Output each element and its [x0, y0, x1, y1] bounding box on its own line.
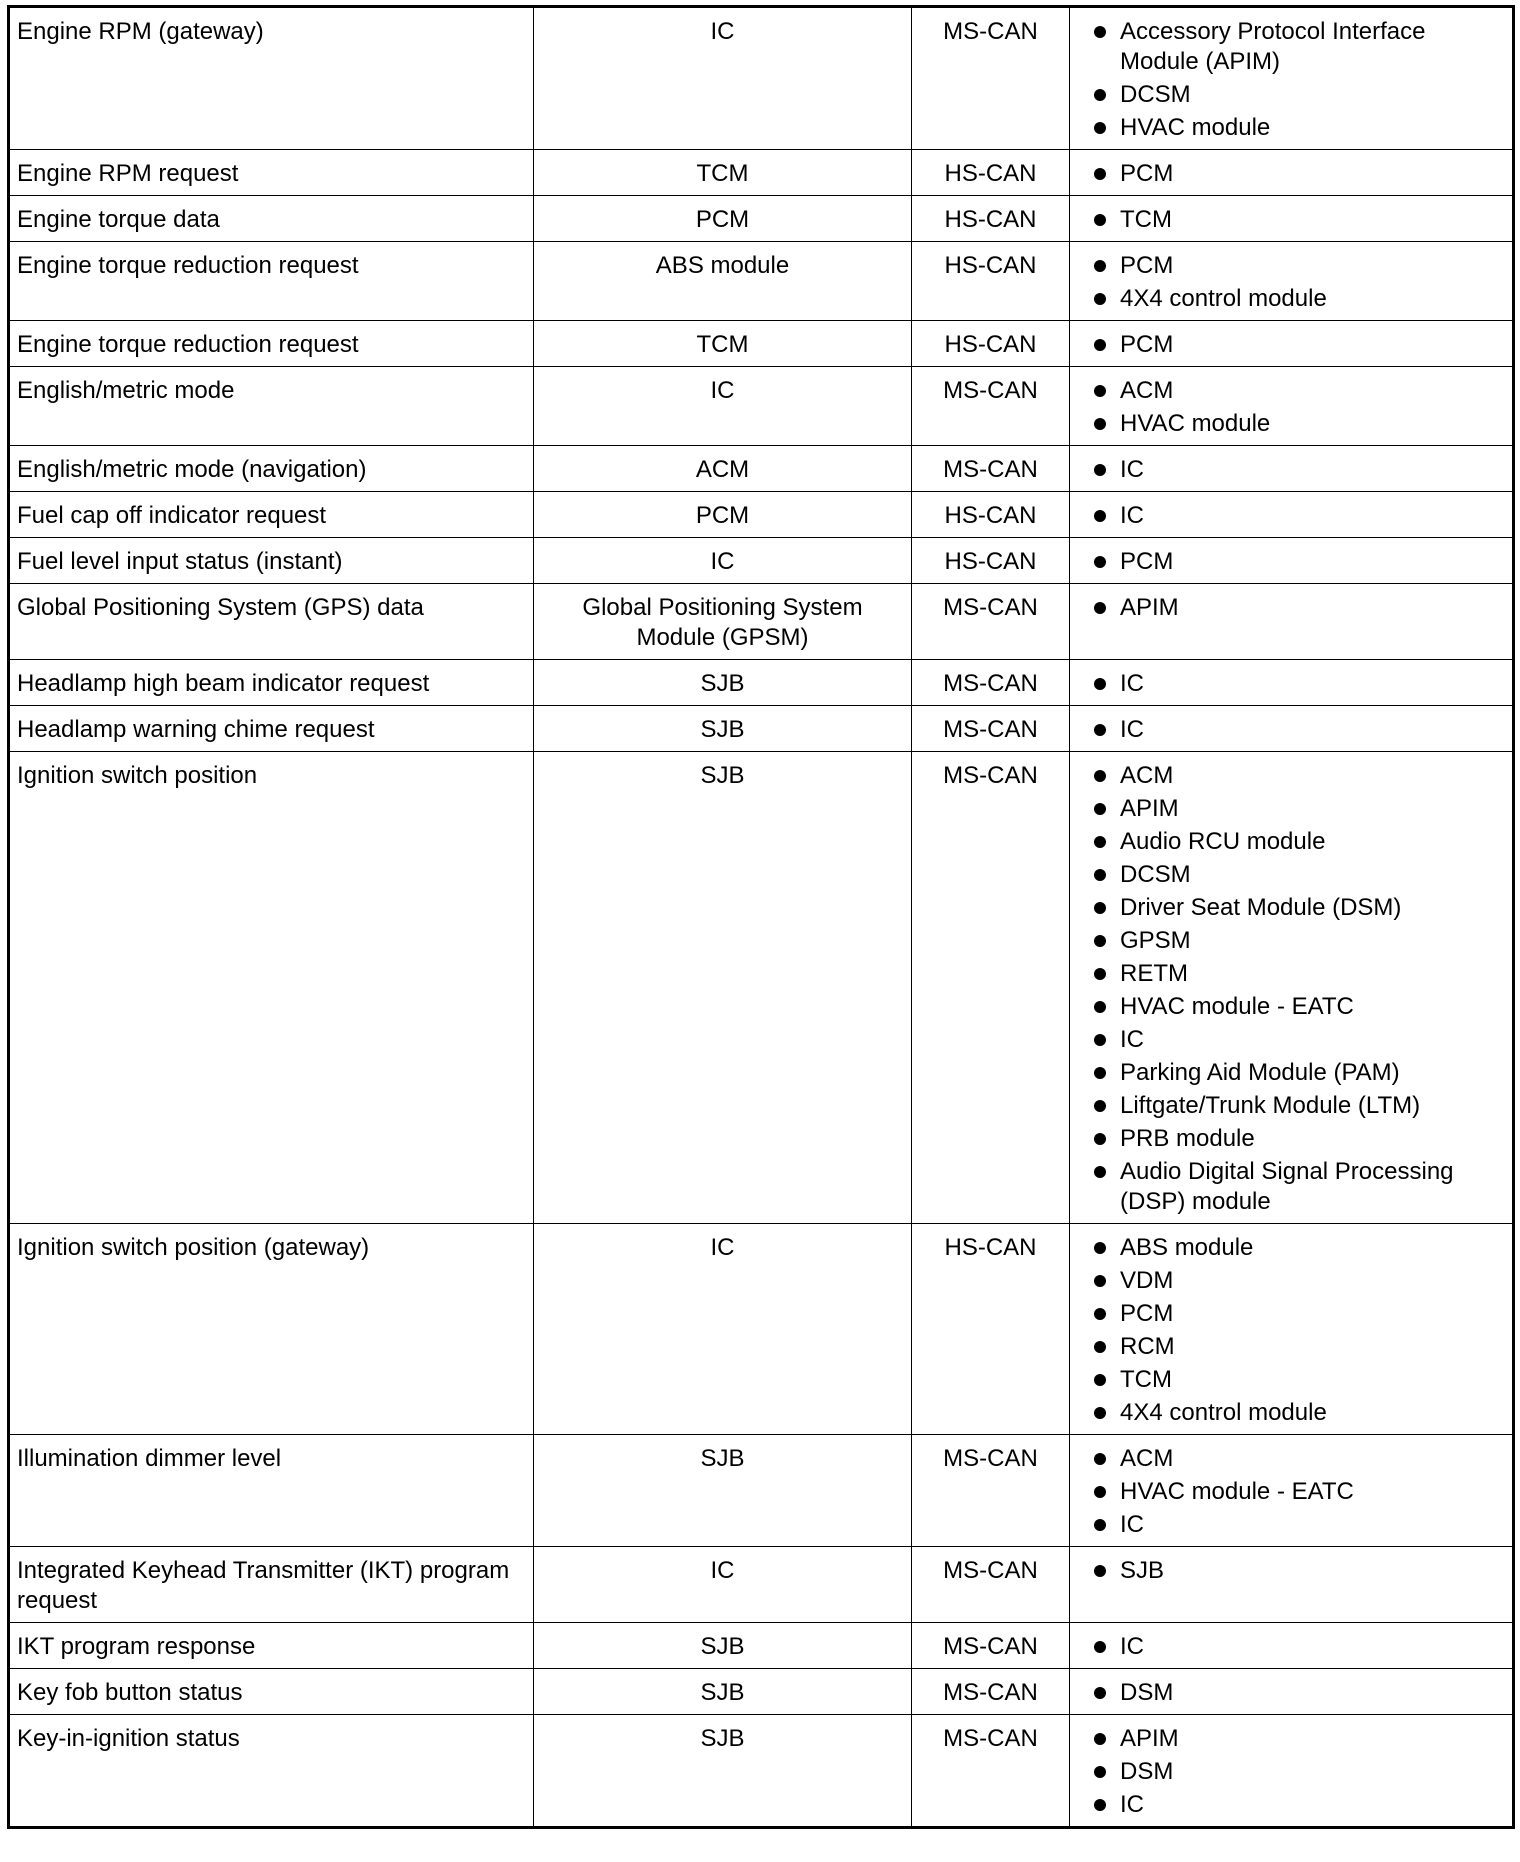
network-cell: MS-CAN [912, 446, 1070, 492]
receiver-list [1094, 376, 1504, 439]
receiver-label: APIM [1120, 1725, 1179, 1752]
list-item [1094, 1266, 1504, 1296]
receiver-label: SJB [1120, 1557, 1165, 1584]
bullet-icon [1094, 1641, 1106, 1653]
receiver-list [1094, 330, 1504, 360]
list-item [1094, 1365, 1504, 1395]
network-cell: MS-CAN [912, 1715, 1070, 1828]
bullet-icon [1094, 770, 1106, 782]
list-item [1094, 1124, 1504, 1154]
table-row [9, 242, 1514, 321]
source-module-cell: SJB [534, 1623, 912, 1669]
bullet-icon [1094, 836, 1106, 848]
bullet-icon [1094, 935, 1106, 947]
receiver-list [1094, 593, 1504, 623]
table-row [9, 752, 1514, 1224]
list-item [1094, 827, 1504, 857]
source-module-cell: SJB [534, 660, 912, 706]
table-row [9, 196, 1514, 242]
network-cell: MS-CAN [912, 584, 1070, 660]
list-item [1094, 1157, 1504, 1217]
network-cell: MS-CAN [912, 706, 1070, 752]
bullet-icon [1094, 902, 1106, 914]
network-cell: MS-CAN [912, 7, 1070, 150]
source-module-cell: Global Positioning System Module (GPSM) [534, 584, 912, 660]
source-module-cell: SJB [534, 752, 912, 1224]
receiver-modules-cell [1070, 1224, 1514, 1435]
bullet-icon [1094, 1453, 1106, 1465]
message-cell: Engine RPM (gateway) [9, 7, 534, 150]
bullet-icon [1094, 1341, 1106, 1353]
receiver-label: APIM [1120, 795, 1179, 822]
bullet-icon [1094, 556, 1106, 568]
message-cell: Headlamp warning chime request [9, 706, 534, 752]
receiver-label: PCM [1120, 548, 1174, 575]
receiver-modules-cell [1070, 1547, 1514, 1623]
message-cell: Global Positioning System (GPS) data [9, 584, 534, 660]
message-cell: Key fob button status [9, 1669, 534, 1715]
receiver-modules-cell [1070, 1623, 1514, 1669]
bullet-icon [1094, 1733, 1106, 1745]
receiver-label: Audio RCU module [1120, 828, 1326, 855]
receiver-label: HVAC module - EATC [1120, 1478, 1354, 1505]
receiver-list [1094, 17, 1504, 143]
table-row [9, 1224, 1514, 1435]
message-cell: Headlamp high beam indicator request [9, 660, 534, 706]
list-item [1094, 1058, 1504, 1088]
receiver-label: ABS module [1120, 1234, 1254, 1261]
list-item [1094, 205, 1504, 235]
receiver-modules-cell [1070, 752, 1514, 1224]
bullet-icon [1094, 260, 1106, 272]
receiver-list [1094, 761, 1504, 1217]
list-item [1094, 1632, 1504, 1662]
network-cell: MS-CAN [912, 1669, 1070, 1715]
receiver-label: Liftgate/Trunk Module (LTM) [1120, 1092, 1421, 1119]
message-cell: Ignition switch position [9, 752, 534, 1224]
bullet-icon [1094, 1100, 1106, 1112]
list-item [1094, 1678, 1504, 1708]
bullet-icon [1094, 214, 1106, 226]
network-cell: MS-CAN [912, 660, 1070, 706]
receiver-modules-cell [1070, 367, 1514, 446]
receiver-label: IC [1120, 1511, 1144, 1538]
list-item [1094, 593, 1504, 623]
receiver-label: PCM [1120, 1300, 1174, 1327]
table-row [9, 1669, 1514, 1715]
table-body [9, 7, 1514, 1828]
bullet-icon [1094, 1519, 1106, 1531]
bullet-icon [1094, 968, 1106, 980]
receiver-list [1094, 501, 1504, 531]
bullet-icon [1094, 1242, 1106, 1254]
message-cell: Integrated Keyhead Transmitter (IKT) program request [9, 1547, 534, 1623]
receiver-label: GPSM [1120, 927, 1191, 954]
table-row [9, 1623, 1514, 1669]
list-item [1094, 669, 1504, 699]
source-module-cell: TCM [534, 321, 912, 367]
list-item [1094, 159, 1504, 189]
list-item [1094, 284, 1504, 314]
bullet-icon [1094, 293, 1106, 305]
receiver-modules-cell [1070, 1669, 1514, 1715]
receiver-list [1094, 715, 1504, 745]
list-item [1094, 1757, 1504, 1787]
receiver-label: IC [1120, 670, 1144, 697]
list-item [1094, 1790, 1504, 1820]
receiver-modules-cell [1070, 7, 1514, 150]
bullet-icon [1094, 168, 1106, 180]
list-item [1094, 455, 1504, 485]
message-cell: Fuel level input status (instant) [9, 538, 534, 584]
receiver-label: DCSM [1120, 81, 1191, 108]
receiver-label: ACM [1120, 377, 1174, 404]
list-item [1094, 1724, 1504, 1754]
list-item [1094, 251, 1504, 281]
list-item [1094, 794, 1504, 824]
receiver-label: DCSM [1120, 861, 1191, 888]
receiver-label: HVAC module [1120, 114, 1271, 141]
receiver-list [1094, 1678, 1504, 1708]
bullet-icon [1094, 1407, 1106, 1419]
receiver-list [1094, 1444, 1504, 1540]
source-module-cell: SJB [534, 1435, 912, 1547]
bullet-icon [1094, 1687, 1106, 1699]
table-row [9, 446, 1514, 492]
receiver-label: APIM [1120, 594, 1179, 621]
source-module-cell: SJB [534, 1669, 912, 1715]
source-module-cell: IC [534, 7, 912, 150]
bullet-icon [1094, 26, 1106, 38]
receiver-modules-cell [1070, 321, 1514, 367]
list-item [1094, 715, 1504, 745]
receiver-list [1094, 669, 1504, 699]
receiver-label: HVAC module - EATC [1120, 993, 1354, 1020]
message-cell: Key-in-ignition status [9, 1715, 534, 1828]
bullet-icon [1094, 1308, 1106, 1320]
receiver-label: TCM [1120, 1366, 1172, 1393]
receiver-list [1094, 1233, 1504, 1428]
receiver-label: PCM [1120, 252, 1174, 279]
message-cell: Engine RPM request [9, 150, 534, 196]
network-cell: MS-CAN [912, 367, 1070, 446]
list-item [1094, 1091, 1504, 1121]
bullet-icon [1094, 1799, 1106, 1811]
bullet-icon [1094, 1565, 1106, 1577]
receiver-label: IC [1120, 456, 1144, 483]
list-item [1094, 376, 1504, 406]
message-cell: English/metric mode (navigation) [9, 446, 534, 492]
receiver-list [1094, 1632, 1504, 1662]
receiver-label: RETM [1120, 960, 1188, 987]
bullet-icon [1094, 1374, 1106, 1386]
receiver-label: 4X4 control module [1120, 285, 1327, 312]
bullet-icon [1094, 1486, 1106, 1498]
receiver-list [1094, 1556, 1504, 1586]
bullet-icon [1094, 1166, 1106, 1178]
list-item [1094, 761, 1504, 791]
receiver-modules-cell [1070, 196, 1514, 242]
list-item [1094, 1477, 1504, 1507]
receiver-modules-cell [1070, 1435, 1514, 1547]
source-module-cell: ACM [534, 446, 912, 492]
table-row [9, 321, 1514, 367]
bullet-icon [1094, 89, 1106, 101]
list-item [1094, 860, 1504, 890]
list-item [1094, 1025, 1504, 1055]
list-item [1094, 1233, 1504, 1263]
source-module-cell: TCM [534, 150, 912, 196]
bullet-icon [1094, 464, 1106, 476]
table-row [9, 584, 1514, 660]
receiver-label: IC [1120, 1791, 1144, 1818]
receiver-label: Accessory Protocol Interface Module (APIM) [1120, 18, 1426, 75]
receiver-modules-cell [1070, 584, 1514, 660]
source-module-cell: IC [534, 1547, 912, 1623]
list-item [1094, 501, 1504, 531]
message-cell: Engine torque reduction request [9, 321, 534, 367]
list-item [1094, 926, 1504, 956]
message-cell: Illumination dimmer level [9, 1435, 534, 1547]
receiver-modules-cell [1070, 538, 1514, 584]
bullet-icon [1094, 1034, 1106, 1046]
list-item [1094, 992, 1504, 1022]
receiver-label: Parking Aid Module (PAM) [1120, 1059, 1400, 1086]
message-cell: Engine torque reduction request [9, 242, 534, 321]
source-module-cell: SJB [534, 706, 912, 752]
receiver-label: HVAC module [1120, 410, 1271, 437]
receiver-modules-cell [1070, 492, 1514, 538]
network-message-table [7, 5, 1515, 1829]
receiver-label: TCM [1120, 206, 1172, 233]
bullet-icon [1094, 1766, 1106, 1778]
list-item [1094, 1444, 1504, 1474]
message-cell: IKT program response [9, 1623, 534, 1669]
receiver-modules-cell [1070, 150, 1514, 196]
source-module-cell: SJB [534, 1715, 912, 1828]
list-item [1094, 547, 1504, 577]
bullet-icon [1094, 418, 1106, 430]
list-item [1094, 1510, 1504, 1540]
network-cell: HS-CAN [912, 492, 1070, 538]
bullet-icon [1094, 1133, 1106, 1145]
message-cell: English/metric mode [9, 367, 534, 446]
bullet-icon [1094, 869, 1106, 881]
source-module-cell: PCM [534, 492, 912, 538]
bullet-icon [1094, 510, 1106, 522]
list-item [1094, 330, 1504, 360]
table-row [9, 150, 1514, 196]
bullet-icon [1094, 1067, 1106, 1079]
network-cell: HS-CAN [912, 150, 1070, 196]
receiver-label: ACM [1120, 1445, 1174, 1472]
receiver-label: DSM [1120, 1679, 1174, 1706]
receiver-modules-cell [1070, 242, 1514, 321]
receiver-label: Driver Seat Module (DSM) [1120, 894, 1402, 921]
network-cell: MS-CAN [912, 1435, 1070, 1547]
network-cell: MS-CAN [912, 1547, 1070, 1623]
receiver-label: PCM [1120, 160, 1174, 187]
message-cell: Engine torque data [9, 196, 534, 242]
receiver-label: Audio Digital Signal Processing (DSP) module [1120, 1158, 1454, 1215]
bullet-icon [1094, 724, 1106, 736]
receiver-list [1094, 205, 1504, 235]
list-item [1094, 113, 1504, 143]
receiver-list [1094, 159, 1504, 189]
receiver-list [1094, 1724, 1504, 1820]
network-cell: HS-CAN [912, 321, 1070, 367]
message-cell: Fuel cap off indicator request [9, 492, 534, 538]
table-row [9, 660, 1514, 706]
bullet-icon [1094, 803, 1106, 815]
receiver-list [1094, 455, 1504, 485]
receiver-list [1094, 251, 1504, 314]
receiver-modules-cell [1070, 446, 1514, 492]
receiver-label: IC [1120, 1633, 1144, 1660]
bullet-icon [1094, 1001, 1106, 1013]
network-cell: MS-CAN [912, 1623, 1070, 1669]
receiver-label: IC [1120, 502, 1144, 529]
list-item [1094, 17, 1504, 77]
receiver-label: DSM [1120, 1758, 1174, 1785]
source-module-cell: ABS module [534, 242, 912, 321]
receiver-label: PCM [1120, 331, 1174, 358]
list-item [1094, 80, 1504, 110]
receiver-label: PRB module [1120, 1125, 1255, 1152]
source-module-cell: PCM [534, 196, 912, 242]
network-cell: HS-CAN [912, 196, 1070, 242]
list-item [1094, 893, 1504, 923]
table-row [9, 492, 1514, 538]
bullet-icon [1094, 339, 1106, 351]
message-cell: Ignition switch position (gateway) [9, 1224, 534, 1435]
receiver-modules-cell [1070, 1715, 1514, 1828]
receiver-label: IC [1120, 1026, 1144, 1053]
list-item [1094, 409, 1504, 439]
receiver-label: 4X4 control module [1120, 1399, 1327, 1426]
source-module-cell: IC [534, 1224, 912, 1435]
bullet-icon [1094, 602, 1106, 614]
bullet-icon [1094, 122, 1106, 134]
network-cell: HS-CAN [912, 1224, 1070, 1435]
list-item [1094, 1299, 1504, 1329]
list-item [1094, 959, 1504, 989]
source-module-cell: IC [534, 538, 912, 584]
table-row [9, 1547, 1514, 1623]
receiver-label: RCM [1120, 1333, 1175, 1360]
bullet-icon [1094, 385, 1106, 397]
list-item [1094, 1398, 1504, 1428]
receiver-label: IC [1120, 716, 1144, 743]
list-item [1094, 1556, 1504, 1586]
table-row [9, 367, 1514, 446]
bullet-icon [1094, 678, 1106, 690]
table-row [9, 706, 1514, 752]
network-cell: MS-CAN [912, 752, 1070, 1224]
receiver-label: ACM [1120, 762, 1174, 789]
network-cell: HS-CAN [912, 538, 1070, 584]
receiver-label: VDM [1120, 1267, 1174, 1294]
list-item [1094, 1332, 1504, 1362]
receiver-list [1094, 547, 1504, 577]
network-cell: HS-CAN [912, 242, 1070, 321]
bullet-icon [1094, 1275, 1106, 1287]
table-row [9, 538, 1514, 584]
table-row [9, 1435, 1514, 1547]
receiver-modules-cell [1070, 660, 1514, 706]
receiver-modules-cell [1070, 706, 1514, 752]
table-row [9, 1715, 1514, 1828]
source-module-cell: IC [534, 367, 912, 446]
table-row [9, 7, 1514, 150]
